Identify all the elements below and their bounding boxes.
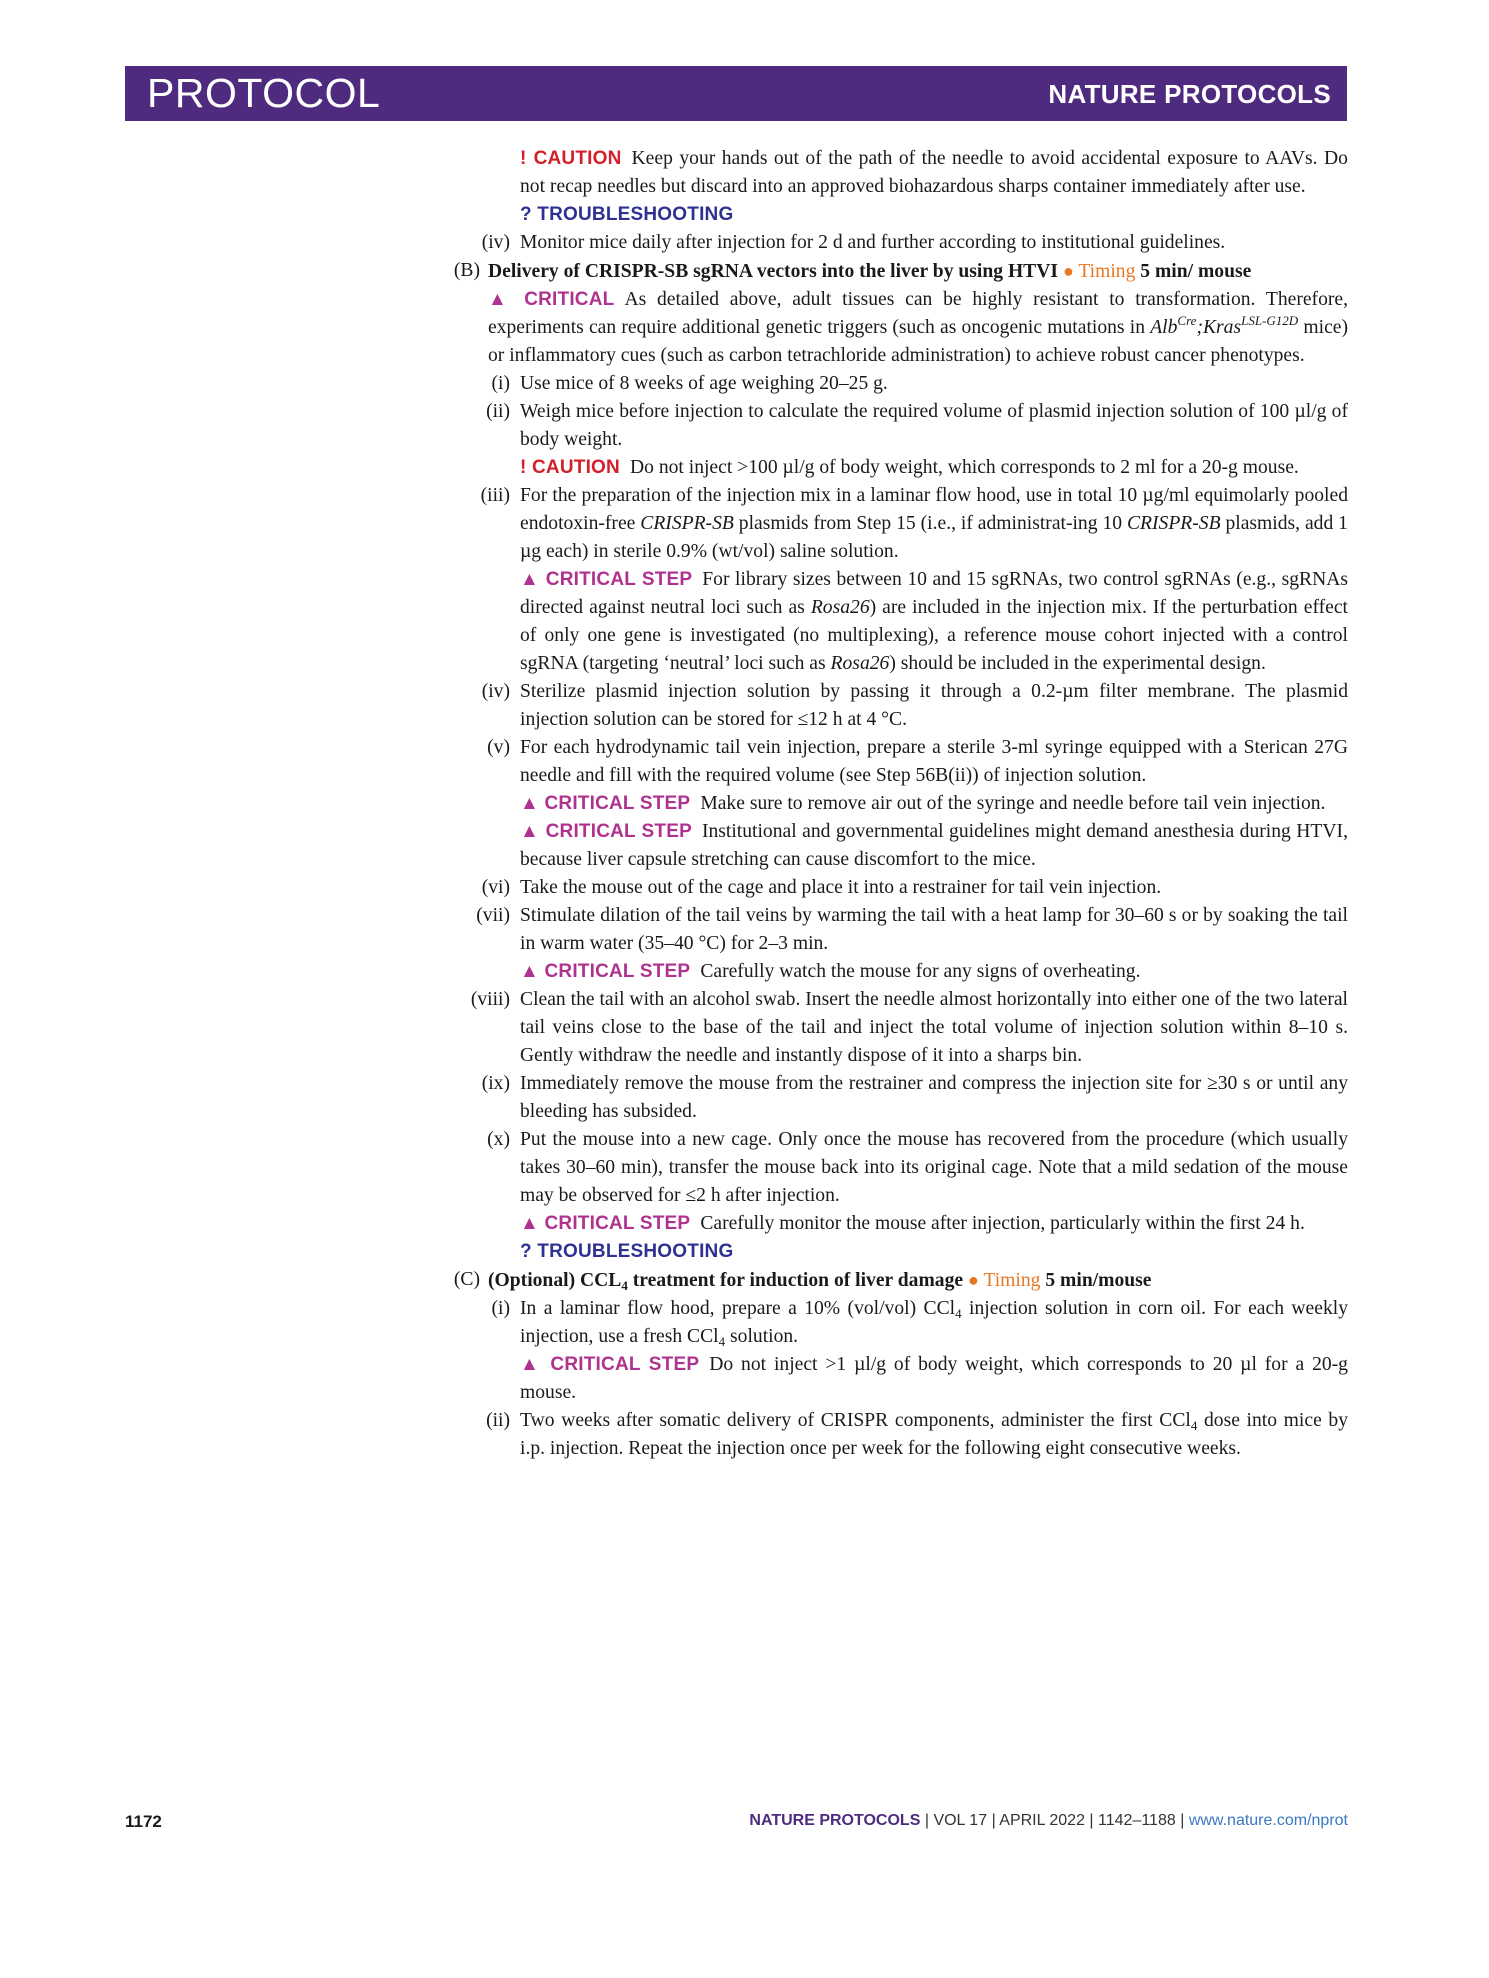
caution-label: ! CAUTION <box>520 148 622 169</box>
timing-value: 5 min/mouse <box>1045 1270 1152 1291</box>
step-number: (iv) <box>481 681 510 702</box>
step-text: For the preparation of the injection mix in a laminar flow hood, use in total 10 µg/ml equimolarly pooled endotoxin-free <box>520 485 1348 534</box>
step-text: For each hydrodynamic tail vein injection, prepare a sterile 3-ml syringe equipped with a Sterican 27G needle and fill with the required volume (see Step 56B(ii)) of injection solution. <box>520 737 1348 786</box>
timing-label: Timing <box>983 1270 1041 1291</box>
page-number: 1172 <box>125 1812 162 1831</box>
italic-term: Rosa26 <box>810 597 870 618</box>
subscript: 4 <box>621 1278 628 1293</box>
step-number: (iii) <box>480 485 510 506</box>
critical-text-cont: mice) or inflammatory cues (such as carbon tetrachloride administration) to achieve robust cancer phenotypes. <box>488 317 1348 366</box>
gene-kras-sup: LSL-G12D <box>1241 313 1299 328</box>
step-number: (v) <box>487 737 510 758</box>
subscript: 4 <box>718 1334 726 1349</box>
critical-step-block <box>520 818 1348 874</box>
step-text-cont: injection solution in corn oil. For each weekly injection, use a fresh CCl <box>520 1298 1348 1347</box>
critical-step-block <box>520 566 1348 678</box>
step-text: Clean the tail with an alcohol swab. Insert the needle almost horizontally into either one of the two lateral tail veins close to the base of the tail and inject the total volume of injection solution within 8–10 s. Gently withdraw the needle and instantly dispose of it into a sharps bin. <box>520 989 1348 1066</box>
critical-text: Make sure to remove air out of the syringe and needle before tail vein injection. <box>700 793 1326 814</box>
step-number: (iv) <box>481 232 510 253</box>
critical-step-label: ▲ CRITICAL STEP <box>520 1354 700 1375</box>
footer-separator: | <box>1089 1812 1094 1829</box>
caution-text: Keep your hands out of the path of the needle to avoid accidental exposure to AAVs. Do not recap needles but discard into an approved biohazardous sharps container immediately after use. <box>520 148 1348 197</box>
step-c-i <box>430 1295 1348 1407</box>
step-b-v <box>430 734 1348 874</box>
step-b-iv <box>430 678 1348 734</box>
step-number: (ix) <box>481 1073 510 1094</box>
footer-citation <box>749 1812 1348 1830</box>
section-title-cont: treatment for induction of liver damage <box>632 1270 964 1291</box>
step-number: (i) <box>491 1298 510 1319</box>
step-b-vii <box>430 902 1348 986</box>
step-b-x <box>430 1126 1348 1266</box>
step-number: (vi) <box>481 877 510 898</box>
step-text: Stimulate dilation of the tail veins by warming the tail with a heat lamp for 30–60 s or by soaking the tail in warm water (35–40 °C) for 2–3 min. <box>520 905 1348 954</box>
caution-block <box>520 454 1348 482</box>
step-text: Monitor mice daily after injection for 2 d and further according to institutional guidelines. <box>520 232 1226 253</box>
step-b-vi <box>430 874 1348 902</box>
step-text: In a laminar flow hood, prepare a 10% (vol/vol) CCl <box>520 1298 956 1319</box>
footer-journal: NATURE PROTOCOLS <box>749 1812 921 1829</box>
journal-name: NATURE PROTOCOLS <box>1048 79 1331 109</box>
step-text-cont: solution. <box>730 1326 799 1347</box>
troubleshooting-block <box>430 201 1348 229</box>
footer-separator: | <box>991 1812 996 1829</box>
step-number: (viii) <box>470 989 510 1010</box>
footer-date: APRIL 2022 <box>999 1812 1085 1829</box>
gene-alb-sup: Cre <box>1177 313 1197 328</box>
timing-dot-icon: ● <box>968 1270 979 1290</box>
step-b-ii <box>430 398 1348 482</box>
caution-block <box>430 145 1348 201</box>
critical-text: Do not inject >1 µl/g of body weight, which corresponds to 20 µl for a 20-g mouse. <box>520 1354 1348 1403</box>
subscript: 4 <box>955 1306 962 1321</box>
footer-url[interactable]: www.nature.com/nprot <box>1188 1812 1348 1829</box>
step-text: Immediately remove the mouse from the restrainer and compress the injection site for ≥30 s or until any bleeding has subsided. <box>520 1073 1348 1122</box>
step-text-cont: plasmids from Step 15 (i.e., if administrat-ing 10 <box>738 513 1123 534</box>
section-c-heading <box>430 1266 1348 1295</box>
step-number: (x) <box>487 1129 510 1150</box>
italic-term: Rosa26 <box>830 653 890 674</box>
critical-step-block <box>520 958 1348 986</box>
footer-pages: 1142–1188 <box>1098 1812 1176 1829</box>
critical-step-block <box>520 1351 1348 1407</box>
section-b <box>430 257 1348 370</box>
critical-text-cont: ) should be included in the experimental design. <box>889 653 1266 674</box>
section-label: PROTOCOL <box>147 70 381 116</box>
step-text-cont: dose into mice by i.p. injection. Repeat the injection once per week for the following eight consecutive weeks. <box>520 1410 1348 1459</box>
critical-text: For library sizes between 10 and 15 sgRNAs, two control sgRNAs (e.g., sgRNAs directed against neutral loci such as <box>520 569 1348 618</box>
critical-text: As detailed above, adult tissues can be highly resistant to transformation. Therefore, experiments can require additional genetic triggers (such as oncogenic mutations in <box>488 289 1348 338</box>
step-text: Two weeks after somatic delivery of CRISPR components, administer the first CCl <box>520 1410 1191 1431</box>
step-c-ii <box>430 1407 1348 1463</box>
critical-text: Carefully watch the mouse for any signs of overheating. <box>700 961 1141 982</box>
step-b-i <box>430 370 1348 398</box>
troubleshooting-block <box>520 1238 1348 1266</box>
section-number: (B) <box>453 260 480 281</box>
section-b-heading <box>453 257 1348 286</box>
step-b-ix <box>430 1070 1348 1126</box>
timing-dot-icon: ● <box>1062 261 1074 281</box>
step-text-cont: plasmids, add 1 µg each) in sterile 0.9% (wt/vol) saline solution. <box>520 513 1348 562</box>
step-b-viii <box>430 986 1348 1070</box>
troubleshooting-label: ? TROUBLESHOOTING <box>520 204 734 225</box>
page-header <box>125 66 1347 121</box>
step-number: (vii) <box>476 905 510 926</box>
step-text: Take the mouse out of the cage and place it into a restrainer for tail vein injection. <box>520 877 1162 898</box>
critical-text: Institutional and governmental guidelines might demand anesthesia during HTVI, because liver capsule stretching can cause discomfort to the mice. <box>520 821 1348 870</box>
critical-step-block <box>520 790 1348 818</box>
section-title: (Optional) CCL <box>488 1270 622 1291</box>
subscript: 4 <box>1190 1418 1198 1433</box>
gene-kras: ;Kras <box>1196 317 1242 338</box>
footer-separator: | <box>1180 1812 1185 1829</box>
step-a-iv <box>430 229 1348 257</box>
timing-value: 5 min/ mouse <box>1140 261 1252 282</box>
critical-text-cont: ) are included in the injection mix. If the perturbation effect of only one gene is investigated (no multiplexing), a reference mouse cohort injected with a control sgRNA (targeting ‘neutral’ loci such as <box>520 597 1348 674</box>
critical-step-label: ▲ CRITICAL STEP <box>520 569 693 590</box>
critical-label: ▲ CRITICAL <box>488 289 615 310</box>
critical-step-label: ▲ CRITICAL STEP <box>520 793 691 814</box>
step-text: Put the mouse into a new cage. Only once the mouse has recovered from the procedure (which usually takes 30–60 min), transfer the mouse back into its original cage. Note that a mild sedation of the mouse may be observed for ≤2 h after injection. <box>520 1129 1348 1206</box>
article-body <box>430 145 1348 1463</box>
critical-step-label: ▲ CRITICAL STEP <box>520 1213 691 1234</box>
footer-volume: VOL 17 <box>933 1812 988 1829</box>
step-text: Weigh mice before injection to calculate the required volume of plasmid injection solution of 100 µl/g of body weight. <box>520 401 1348 450</box>
step-number: (ii) <box>486 1410 510 1431</box>
critical-step-label: ▲ CRITICAL STEP <box>520 821 692 842</box>
timing-label: Timing <box>1078 261 1136 282</box>
step-number: (i) <box>491 373 510 394</box>
step-text: Sterilize plasmid injection solution by passing it through a 0.2-µm filter membrane. The plasmid injection solution can be stored for ≤12 h at 4 °C. <box>520 681 1348 730</box>
section-number: (C) <box>453 1269 480 1290</box>
caution-text: Do not inject >100 µl/g of body weight, which corresponds to 2 ml for a 20-g mouse. <box>629 457 1299 478</box>
italic-term: CRISPR-SB <box>640 513 734 534</box>
footer-separator: | <box>924 1812 929 1829</box>
critical-step-label: ▲ CRITICAL STEP <box>520 961 691 982</box>
gene-alb: Alb <box>1150 317 1178 338</box>
step-number: (ii) <box>486 401 510 422</box>
caution-label: ! CAUTION <box>520 457 620 478</box>
section-title: Delivery of CRISPR-SB sgRNA vectors into the liver by using HTVI <box>488 261 1059 282</box>
italic-term: CRISPR-SB <box>1126 513 1221 534</box>
critical-text: Carefully monitor the mouse after injection, particularly within the first 24 h. <box>700 1213 1305 1234</box>
troubleshooting-label: ? TROUBLESHOOTING <box>520 1241 734 1262</box>
step-b-iii <box>430 482 1348 678</box>
step-text: Use mice of 8 weeks of age weighing 20–25 g. <box>520 373 888 394</box>
critical-block <box>488 286 1348 370</box>
critical-step-block <box>520 1210 1348 1238</box>
